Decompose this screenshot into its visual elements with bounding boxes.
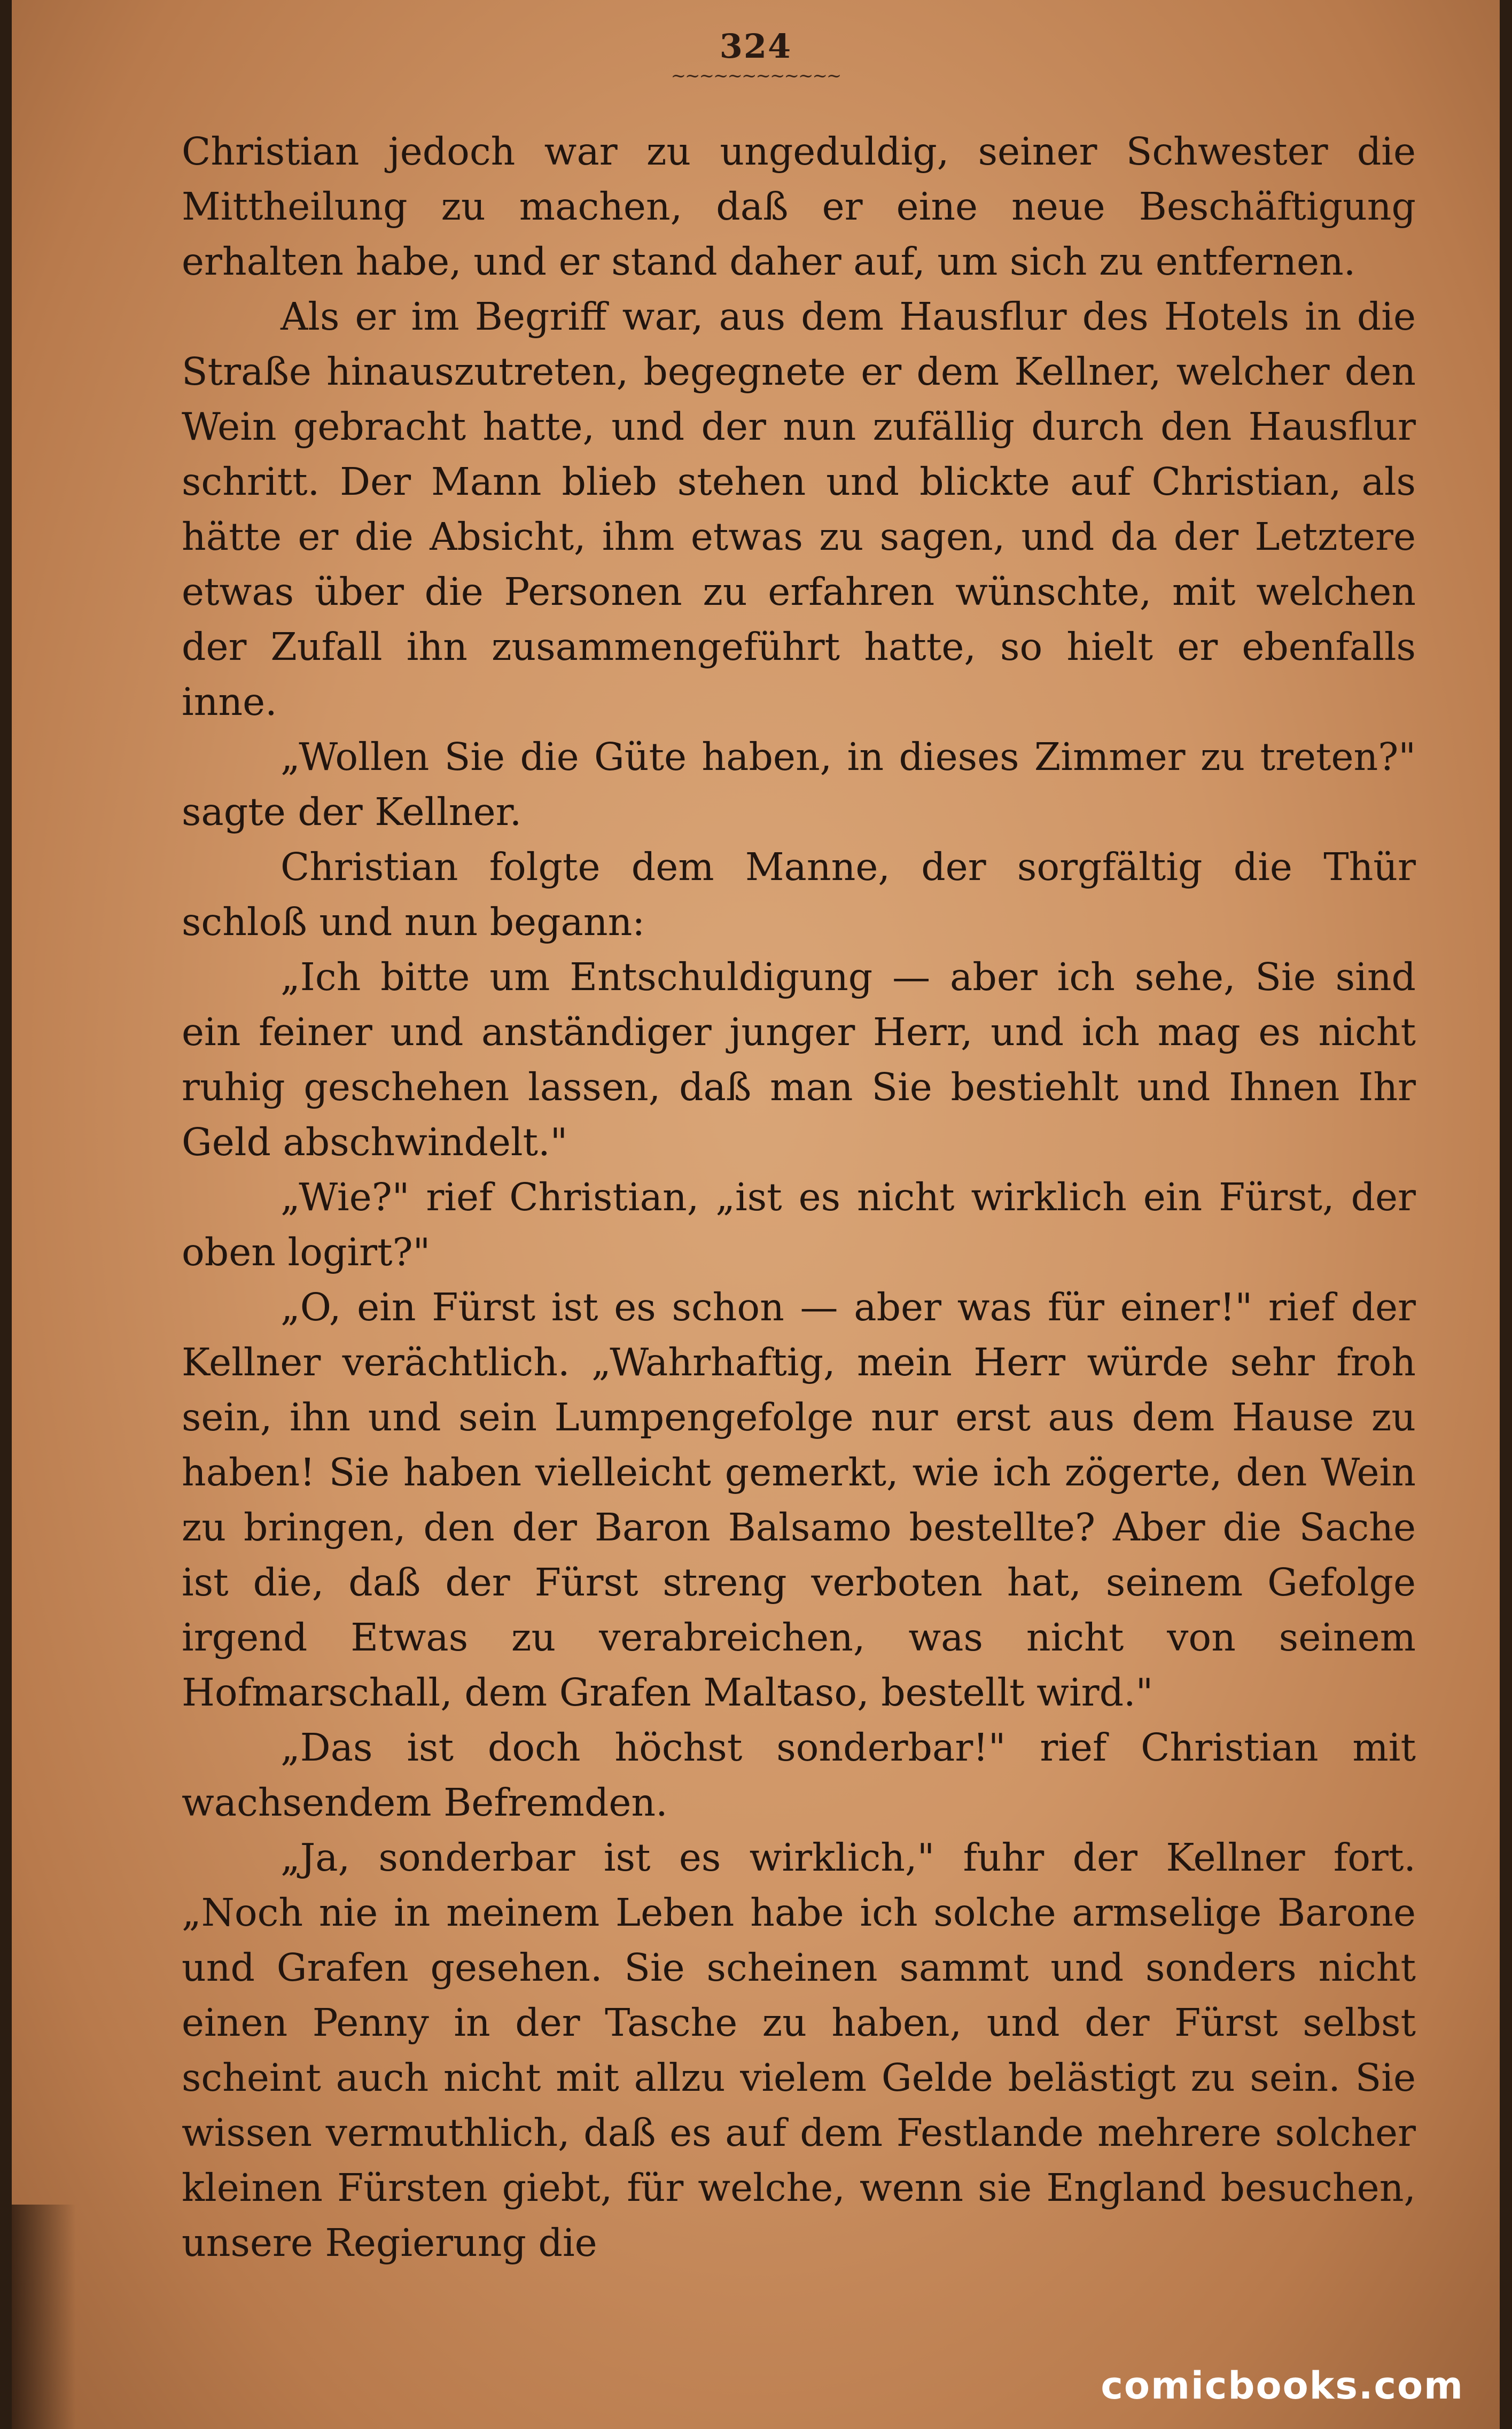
paragraph: Christian jedoch war zu ungeduldig, seiner Schwester die Mittheilung zu machen, daß er eine neue Beschäftigung erhalten habe, und er stand daher auf, um sich zu entfernen. [182,129,1416,284]
page-number: 324 [719,27,792,66]
paragraph: „Ja, sonderbar ist es wirklich," fuhr der Kellner fort. „Noch nie in meinem Leben habe ich solche armselige Barone und Grafen gesehen. Sie scheinen sammt und sonders nicht einen Penny in der Tasche zu haben, und der Fürst selbst scheint auch nicht mit allzu vielem Gelde belästigt zu sein. Sie wissen vermuthlich, daß es auf dem Festlande mehrere solcher kleinen Fürsten giebt, für welche, wenn sie England besuchen, unsere Regierung die [182,1835,1416,2265]
paragraph: „O, ein Fürst ist es schon — aber was für einer!" rief der Kellner verächtlich. „Wahrhaftig, mein Herr würde sehr froh sein, ihn und sein Lumpengefolge nur erst aus dem Hause zu haben! Sie haben vielleicht gemerkt, wie ich zögerte, den Wein zu bringen, den der Baron Balsamo bestellte? Aber die Sache ist die, daß der Fürst streng verboten hat, seinem Gefolge irgend Etwas zu verabreichen, was nicht von seinem Hofmarschall, dem Grafen Maltaso, bestellt wird." [182,1285,1416,1715]
paragraph: „Ich bitte um Entschuldigung — aber ich sehe, Sie sind ein feiner und anständiger junger Herr, und ich mag es nicht ruhig geschehen lassen, daß man Sie bestiehlt und Ihnen Ihr Geld abschwindelt." [182,955,1416,1164]
watermark-text: comicbooks.com [1101,2364,1464,2408]
paragraph: Christian folgte dem Manne, der sorgfältig die Thür schloß und nun begann: [182,845,1416,944]
paragraph: „Das ist doch höchst sonderbar!" rief Christian mit wachsendem Befremden. [182,1725,1416,1825]
paragraph: „Wie?" rief Christian, „ist es nicht wirklich ein Fürst, der oben logirt?" [182,1175,1416,1274]
book-page [12,0,1500,2429]
page-edge-shadow [12,2205,76,2429]
paragraph: Als er im Begriff war, aus dem Hausflur des Hotels in die Straße hinauszutreten, begegnete er dem Kellner, welcher den Wein gebracht hatte, und der nun zufällig durch den Hausflur schritt. Der Mann blieb stehen und blickte auf Christian, als hätte er die Absicht, ihm etwas zu sagen, und da der Letztere etwas über die Personen zu erfahren wünschte, mit welchen der Zufall ihn zusammengeführt hatte, so hielt er ebenfalls inne. [182,294,1416,724]
body-text [182,124,1416,2270]
paragraph: „Wollen Sie die Güte haben, in dieses Zimmer zu treten?" sagte der Kellner. [182,735,1416,834]
header-ornament: ~~~~~~~~~~~~ [671,65,841,87]
